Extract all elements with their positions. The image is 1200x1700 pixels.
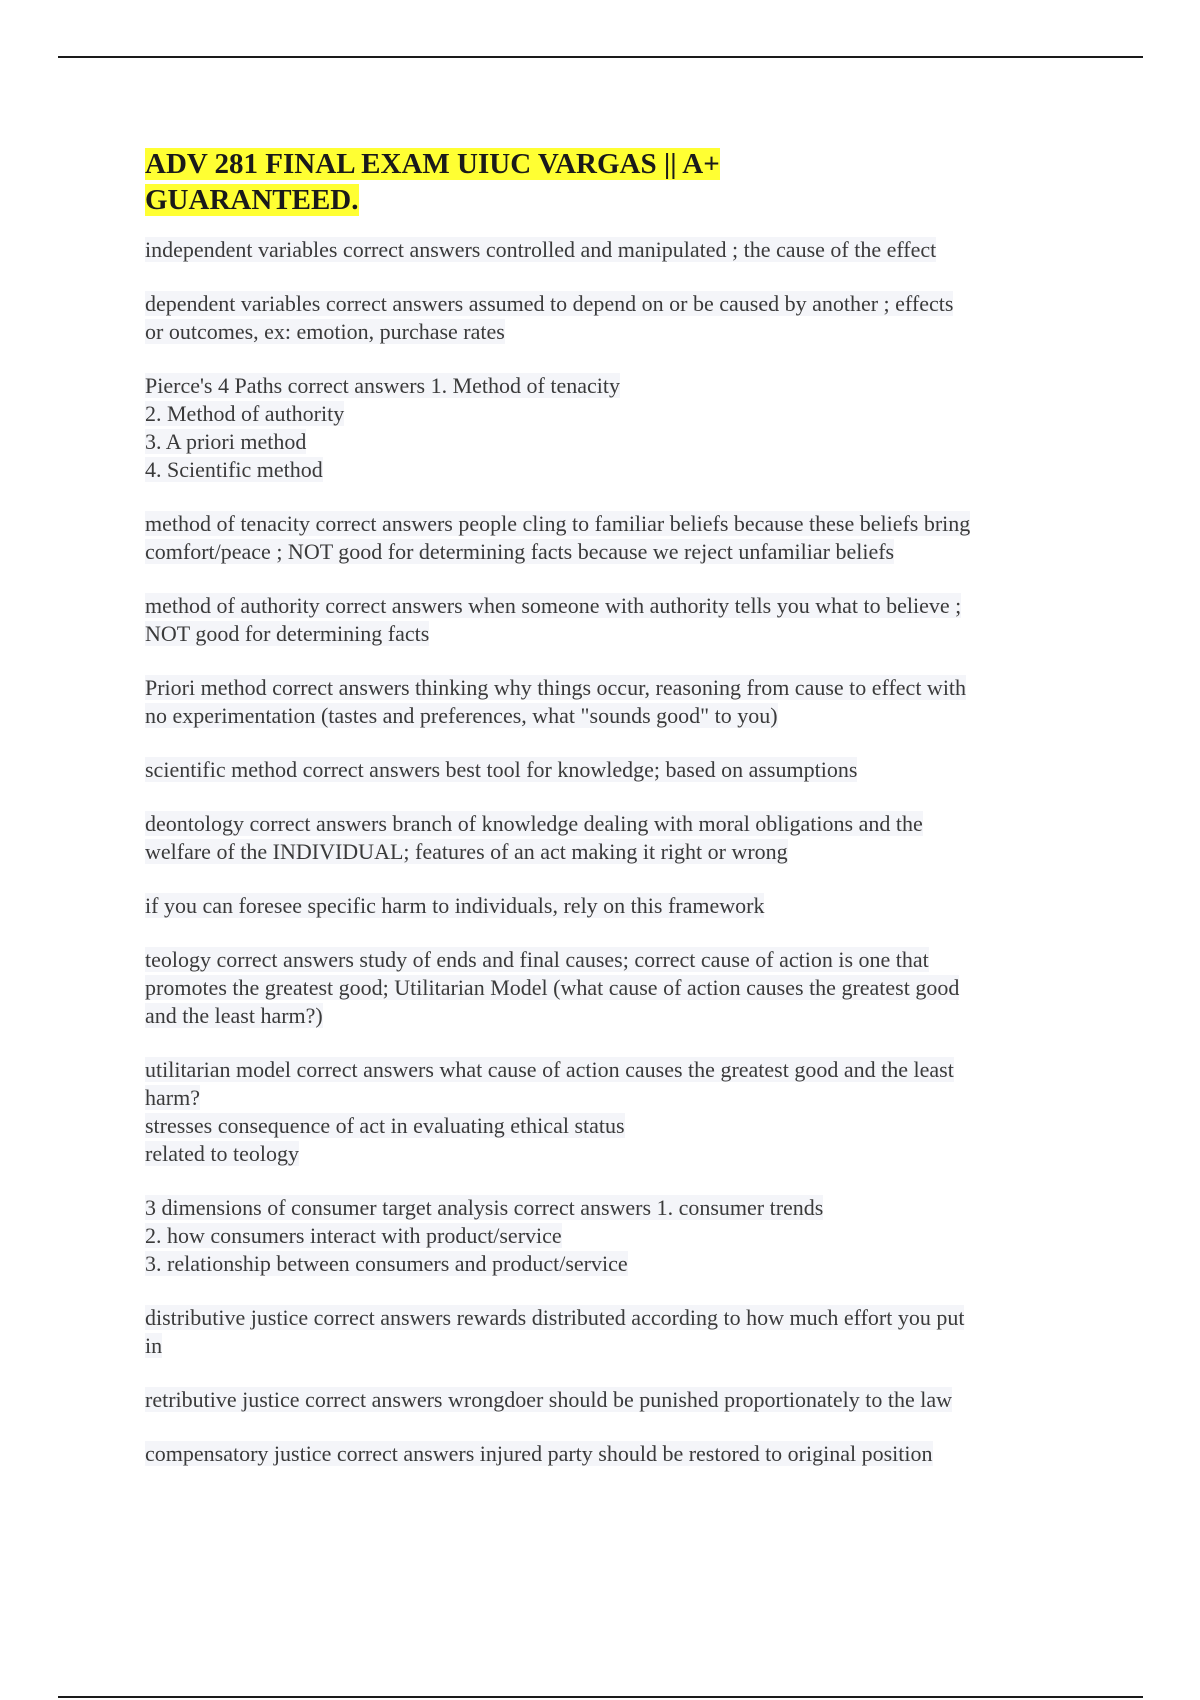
flashcard-entry	[145, 1386, 1065, 1414]
flashcard-entry	[145, 1194, 1065, 1278]
entry-line	[145, 538, 1065, 566]
flashcard-entry	[145, 946, 1065, 1030]
entry-line-text: promotes the greatest good; Utilitarian Model (what cause of action causes the greatest good	[145, 975, 960, 1000]
entry-line	[145, 1222, 1065, 1250]
entry-line	[145, 674, 1065, 702]
entry-line-text: 2. Method of authority	[145, 401, 345, 426]
entry-line-text: utilitarian model correct answers what cause of action causes the greatest good and the least	[145, 1057, 954, 1082]
entry-line-text: dependent variables correct answers assumed to depend on or be caused by another ; effects	[145, 291, 954, 316]
flashcard-entry	[145, 290, 1065, 346]
entry-line-text: comfort/peace ; NOT good for determining facts because we reject unfamiliar beliefs	[145, 539, 895, 564]
title-line-2: GUARANTEED.	[145, 184, 359, 216]
entry-line	[145, 1304, 1065, 1332]
entry-line	[145, 372, 1065, 400]
entry-line	[145, 1112, 1065, 1140]
flashcard-entry	[145, 372, 1065, 484]
entry-line-text: distributive justice correct answers rewards distributed according to how much effort you put	[145, 1305, 965, 1330]
entry-line	[145, 1002, 1065, 1030]
document-body	[145, 146, 1065, 1494]
entry-line	[145, 428, 1065, 456]
entry-line	[145, 456, 1065, 484]
entry-line-text: teology correct answers study of ends and final causes; correct cause of action is one that	[145, 947, 929, 972]
flashcard-entry	[145, 592, 1065, 648]
title-line-1: ADV 281 FINAL EXAM UIUC VARGAS || A+	[145, 148, 720, 180]
flashcard-entry	[145, 510, 1065, 566]
entry-line-text: 3. relationship between consumers and product/service	[145, 1251, 628, 1276]
flashcard-entry	[145, 892, 1065, 920]
entry-line	[145, 400, 1065, 428]
flashcard-entry	[145, 236, 1065, 264]
entry-line-text: related to teology	[145, 1141, 299, 1166]
entry-line-text: harm?	[145, 1085, 200, 1110]
entry-line	[145, 1084, 1065, 1112]
flashcard-entry	[145, 756, 1065, 784]
entry-line	[145, 1440, 1065, 1468]
entry-line-text: compensatory justice correct answers injured party should be restored to original position	[145, 1441, 933, 1466]
entry-line	[145, 974, 1065, 1002]
entry-line-text: 2. how consumers interact with product/service	[145, 1223, 562, 1248]
entry-line-text: NOT good for determining facts	[145, 621, 430, 646]
entry-line	[145, 1332, 1065, 1360]
bottom-rule	[58, 1696, 1143, 1698]
entry-line-text: welfare of the INDIVIDUAL; features of an act making it right or wrong	[145, 839, 788, 864]
entry-line	[145, 1250, 1065, 1278]
entry-line	[145, 702, 1065, 730]
flashcard-entry	[145, 674, 1065, 730]
entry-line-text: retributive justice correct answers wrongdoer should be punished proportionately to the law	[145, 1387, 953, 1412]
entry-line	[145, 620, 1065, 648]
entry-line	[145, 810, 1065, 838]
entry-line	[145, 1056, 1065, 1084]
entry-line	[145, 838, 1065, 866]
entry-line-text: and the least harm?)	[145, 1003, 323, 1028]
entry-line	[145, 290, 1065, 318]
entry-line	[145, 1386, 1065, 1414]
flashcard-list	[145, 236, 1065, 1468]
entry-line-text: stresses consequence of act in evaluating ethical status	[145, 1113, 625, 1138]
entry-line	[145, 1140, 1065, 1168]
entry-line-text: in	[145, 1333, 163, 1358]
entry-line	[145, 510, 1065, 538]
entry-line-text: method of tenacity correct answers people cling to familiar beliefs because these beliefs bring	[145, 511, 971, 536]
flashcard-entry	[145, 1056, 1065, 1168]
entry-line-text: no experimentation (tastes and preferences, what "sounds good" to you)	[145, 703, 778, 728]
top-rule	[58, 56, 1143, 58]
flashcard-entry	[145, 1440, 1065, 1468]
entry-line-text: 3 dimensions of consumer target analysis correct answers 1. consumer trends	[145, 1195, 824, 1220]
entry-line	[145, 892, 1065, 920]
entry-line	[145, 318, 1065, 346]
entry-line	[145, 236, 1065, 264]
entry-line-text: independent variables correct answers controlled and manipulated ; the cause of the effect	[145, 237, 937, 262]
entry-line	[145, 946, 1065, 974]
page-title	[145, 146, 1065, 218]
entry-line-text: method of authority correct answers when someone with authority tells you what to believe ;	[145, 593, 962, 618]
entry-line-text: 3. A priori method	[145, 429, 307, 454]
entry-line-text: 4. Scientific method	[145, 457, 323, 482]
flashcard-entry	[145, 810, 1065, 866]
flashcard-entry	[145, 1304, 1065, 1360]
entry-line-text: Priori method correct answers thinking why things occur, reasoning from cause to effect with	[145, 675, 967, 700]
entry-line-text: if you can foresee specific harm to individuals, rely on this framework	[145, 893, 765, 918]
entry-line	[145, 756, 1065, 784]
entry-line-text: deontology correct answers branch of knowledge dealing with moral obligations and the	[145, 811, 923, 836]
entry-line-text: scientific method correct answers best tool for knowledge; based on assumptions	[145, 757, 858, 782]
entry-line	[145, 1194, 1065, 1222]
entry-line-text: Pierce's 4 Paths correct answers 1. Method of tenacity	[145, 373, 620, 398]
entry-line	[145, 592, 1065, 620]
entry-line-text: or outcomes, ex: emotion, purchase rates	[145, 319, 505, 344]
